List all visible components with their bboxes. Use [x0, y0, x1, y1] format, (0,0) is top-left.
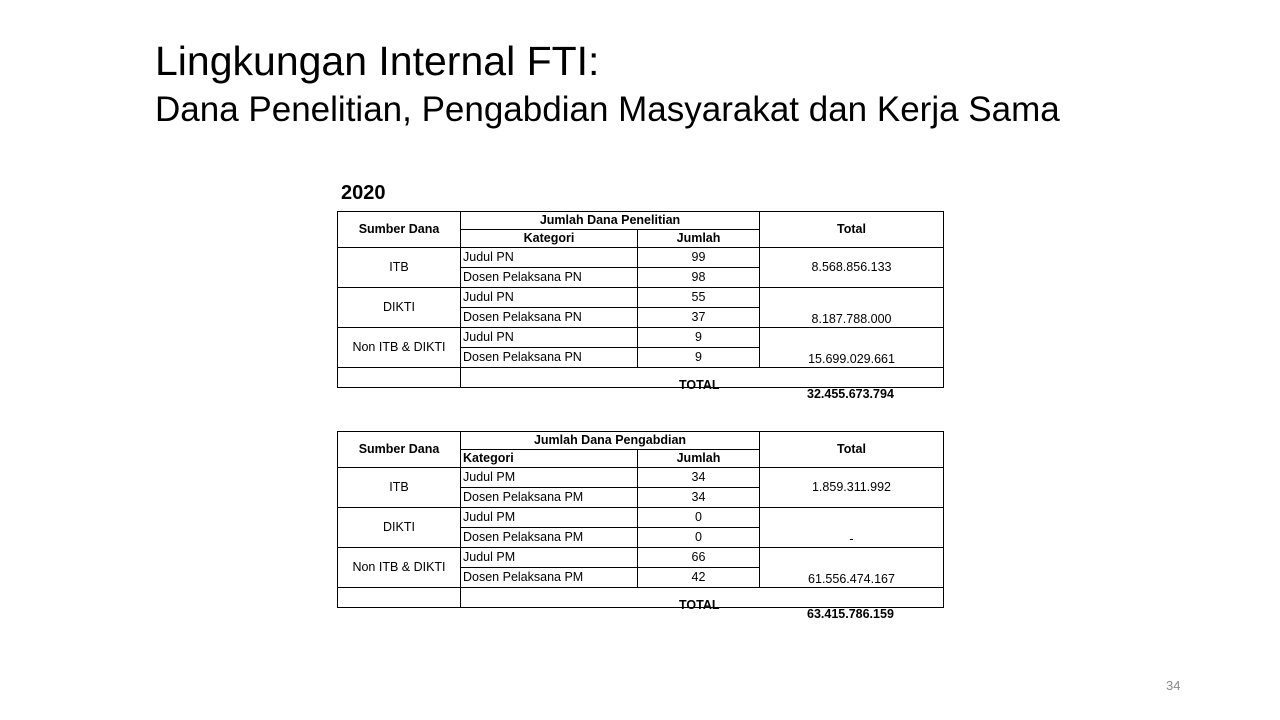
- table-header-row: [338, 212, 944, 230]
- table-row: [338, 468, 944, 488]
- count-cell: 9: [638, 348, 760, 368]
- total-row-cell: [461, 368, 944, 401]
- header-category: Kategori: [461, 230, 638, 248]
- source-cell: Non ITB & DIKTI: [338, 548, 461, 588]
- table-row: [338, 288, 944, 308]
- category-cell: Dosen Pelaksana PN: [461, 308, 638, 328]
- category-cell: Judul PM: [461, 468, 638, 488]
- header-source: Sumber Dana: [338, 432, 461, 468]
- header-source: Sumber Dana: [338, 212, 461, 248]
- header-category: Kategori: [461, 450, 638, 468]
- header-group: Jumlah Dana Pengabdian: [461, 432, 760, 450]
- count-cell: 55: [638, 288, 760, 308]
- category-cell: Dosen Pelaksana PN: [461, 268, 638, 288]
- service-fund-table: [337, 431, 944, 621]
- category-cell: Dosen Pelaksana PN: [461, 348, 638, 368]
- page-number: 34: [1166, 678, 1181, 693]
- category-cell: Judul PN: [461, 328, 638, 348]
- header-total: Total: [760, 212, 944, 248]
- source-cell: ITB: [338, 468, 461, 508]
- count-cell: 37: [638, 308, 760, 328]
- count-cell: 0: [638, 528, 760, 548]
- header-count: Jumlah: [638, 450, 760, 468]
- table-row: [338, 548, 944, 568]
- source-cell: DIKTI: [338, 288, 461, 328]
- count-cell: 0: [638, 508, 760, 528]
- count-cell: 42: [638, 568, 760, 588]
- count-cell: 99: [638, 248, 760, 268]
- empty-cell: [338, 368, 461, 388]
- category-cell: Dosen Pelaksana PM: [461, 488, 638, 508]
- total-row: [338, 368, 944, 388]
- category-cell: Judul PN: [461, 248, 638, 268]
- table-header-row: [338, 432, 944, 450]
- total-cell: 8.187.788.000: [760, 288, 944, 328]
- category-cell: Judul PN: [461, 288, 638, 308]
- total-label: TOTAL: [679, 378, 720, 392]
- total-row: [338, 588, 944, 608]
- category-cell: Judul PM: [461, 548, 638, 568]
- empty-cell: [338, 588, 461, 608]
- slide-subtitle: Dana Penelitian, Pengabdian Masyarakat dan Kerja Sama: [155, 90, 1060, 129]
- total-cell: 61.556.474.167: [760, 548, 944, 588]
- category-cell: Dosen Pelaksana PM: [461, 528, 638, 548]
- count-cell: 34: [638, 488, 760, 508]
- total-cell: -: [760, 508, 944, 548]
- count-cell: 66: [638, 548, 760, 568]
- source-cell: Non ITB & DIKTI: [338, 328, 461, 368]
- header-group: Jumlah Dana Penelitian: [461, 212, 760, 230]
- total-cell: 1.859.311.992: [760, 468, 944, 508]
- category-cell: Dosen Pelaksana PM: [461, 568, 638, 588]
- category-cell: Judul PM: [461, 508, 638, 528]
- total-row-cell: [461, 588, 944, 621]
- table-row: [338, 328, 944, 348]
- source-cell: ITB: [338, 248, 461, 288]
- table-row: [338, 248, 944, 268]
- total-cell: 15.699.029.661: [760, 328, 944, 368]
- source-cell: DIKTI: [338, 508, 461, 548]
- count-cell: 98: [638, 268, 760, 288]
- total-label: TOTAL: [679, 598, 720, 612]
- grand-total-value: 63.415.786.159: [807, 607, 894, 621]
- count-cell: 34: [638, 468, 760, 488]
- year-label: 2020: [341, 182, 386, 204]
- slide-title: Lingkungan Internal FTI:: [155, 38, 600, 84]
- research-fund-table: [337, 211, 944, 401]
- grand-total-value: 32.455.673.794: [807, 387, 894, 401]
- header-total: Total: [760, 432, 944, 468]
- count-cell: 9: [638, 328, 760, 348]
- table-row: [338, 508, 944, 528]
- header-count: Jumlah: [638, 230, 760, 248]
- total-cell: 8.568.856.133: [760, 248, 944, 288]
